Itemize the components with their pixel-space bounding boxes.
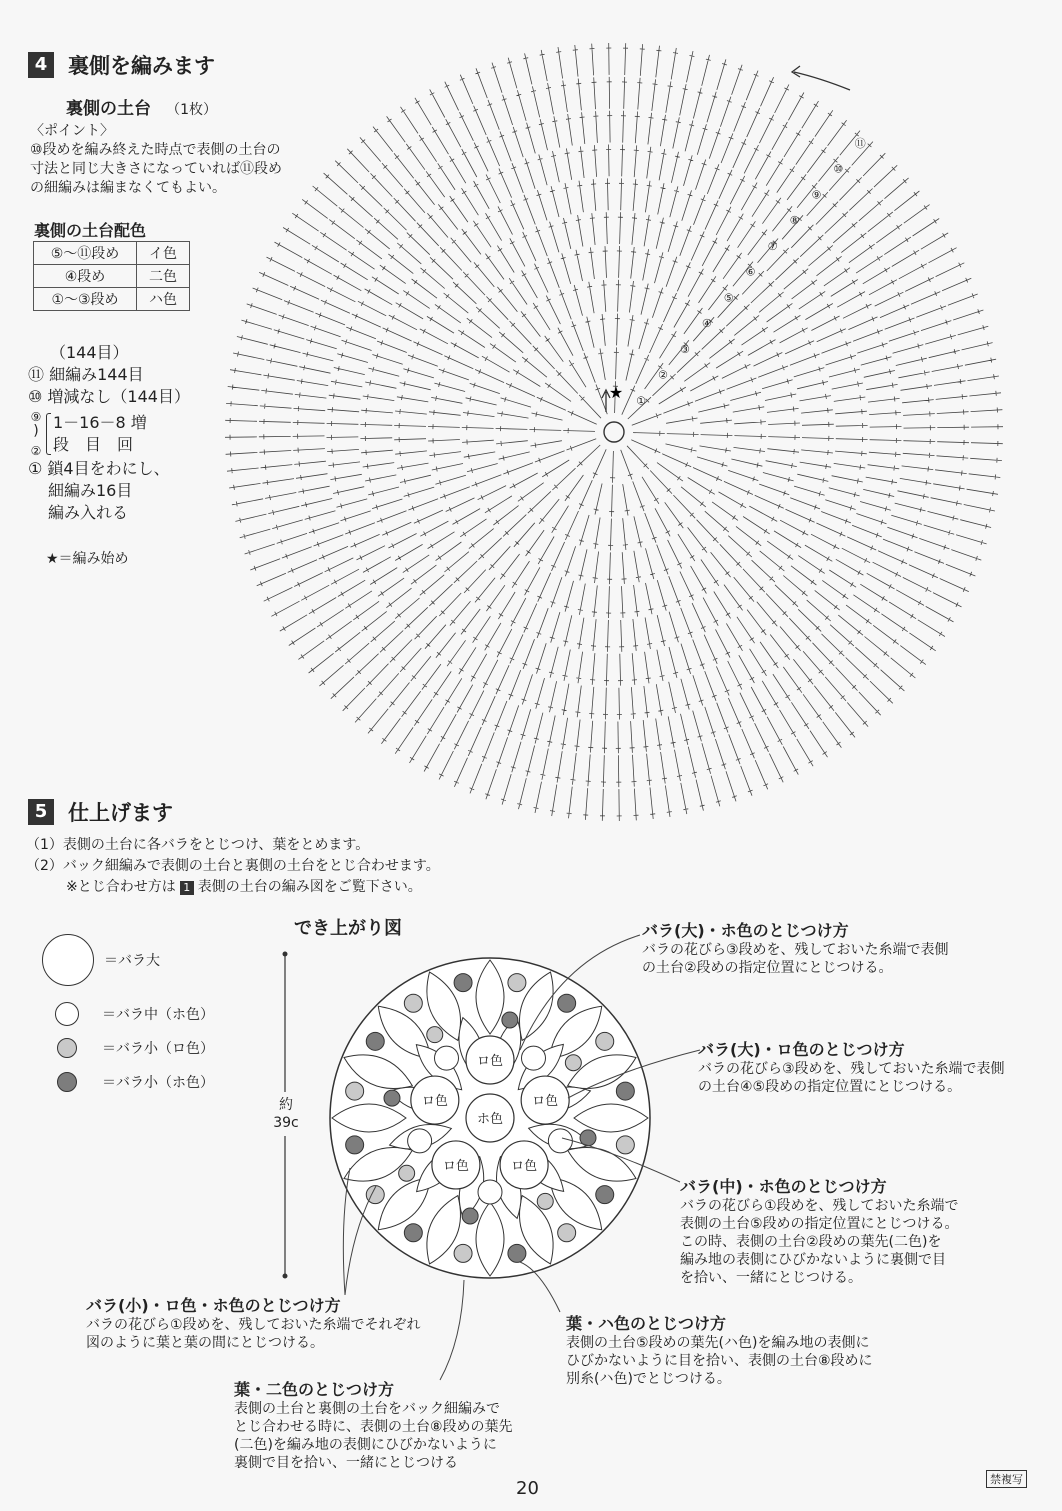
small-rose <box>537 1193 553 1209</box>
annotation-line: とじ合わせる時に、表側の土台⑧段めの葉先 <box>234 1419 513 1435</box>
color-cell: イ色 <box>137 242 190 265</box>
rows-cell: ④段め <box>34 265 137 288</box>
rose-label: ホ色 <box>476 1112 504 1127</box>
finished-diagram <box>320 950 660 1290</box>
table-row <box>34 288 190 311</box>
annotation-line: バラの花びら③段めを、残しておいた糸端で表側 <box>642 942 949 958</box>
medium-rose <box>548 1129 572 1153</box>
color-table <box>33 241 190 311</box>
rows-cell: ①～③段め <box>34 288 137 311</box>
small-rose <box>502 1012 518 1028</box>
round-label: ④ <box>701 317 712 330</box>
small-rose <box>558 994 576 1012</box>
note-r1c: 編み入れる <box>48 503 129 522</box>
round-label: ⑪ <box>854 136 866 150</box>
bracket <box>46 413 51 455</box>
annotation-leaf-ni <box>234 1377 554 1472</box>
medium-rose <box>435 1046 459 1070</box>
round-label: ⑦ <box>767 239 778 253</box>
stitch-path <box>225 43 1003 821</box>
point-line: 寸法と同じ大きさになっていれば⑪段め <box>30 161 282 177</box>
annotation-line: を拾い、一緒にとじつける。 <box>680 1270 862 1286</box>
annotation-line: ひびかないように目を拾い、表側の土台⑧段めに <box>566 1353 873 1369</box>
point-line: の細編みは編まなくてもよい。 <box>30 180 226 196</box>
note-r2: ② <box>30 444 42 458</box>
stitch-symbols <box>225 43 1003 821</box>
small-rose <box>384 1090 400 1106</box>
rose-label: ロ色 <box>511 1158 538 1174</box>
crochet-chart <box>210 20 1030 840</box>
note-inc1: 1－16－8 増 <box>53 413 147 432</box>
medium-rose <box>408 1129 432 1153</box>
point-label: 〈ポイント〉 <box>30 123 114 139</box>
small-rose <box>346 1136 364 1154</box>
finished-title: でき上がり図 <box>294 918 402 939</box>
start-star-icon: ★ <box>608 383 624 402</box>
annotation-title: バラ(大)・ロ色のとじつけ方 <box>698 1040 905 1059</box>
point-line: ⑩段めを編み終えた時点で表側の土台の <box>30 142 281 158</box>
round-label: ② <box>657 368 668 382</box>
small-rose <box>580 1130 596 1146</box>
legend-item: ＝バラ大 <box>42 932 214 988</box>
small-rose <box>454 1244 472 1262</box>
round-label: ⑩ <box>833 162 844 176</box>
annotation-leaf-ha <box>566 1311 926 1388</box>
medium-rose-icon <box>55 1002 79 1026</box>
annotation-line: バラの花びら③段めを、残しておいた糸端で表側 <box>698 1061 1005 1077</box>
annotation-medium-ho <box>680 1174 1040 1287</box>
annotation-large-ho <box>642 918 1042 977</box>
annotation-title: バラ(大)・ホ色のとじつけ方 <box>642 921 849 940</box>
note-r9: ⑨ <box>30 410 42 424</box>
ref-badge: 1 <box>180 881 194 895</box>
section5-number: 5 <box>28 799 54 825</box>
note-r10: ⑩ 増減なし（144目） <box>28 387 190 406</box>
annotation-line: バラの花びら①段めを、残しておいた糸端でそれぞれ <box>86 1317 421 1333</box>
annotation-large-ro <box>698 1037 1048 1096</box>
rose-label: ロ色 <box>476 1054 504 1069</box>
annotation-line: の土台④⑤段めの指定位置にとじつける。 <box>698 1079 962 1095</box>
annotation-line: 別糸(ハ色)でとじつける。 <box>566 1371 731 1387</box>
small-rose <box>366 1186 384 1204</box>
round-label: ⑨ <box>811 188 822 202</box>
section4-subtitle-count: （1枚） <box>166 102 218 118</box>
note-r1b: 細編み16目 <box>48 481 133 500</box>
small-rose <box>558 1224 576 1242</box>
magic-ring <box>604 422 624 442</box>
small-rose <box>404 994 422 1012</box>
page-number: 20 <box>516 1478 539 1499</box>
annotation-small <box>86 1293 466 1352</box>
annotation-line: 編み地の表側にひびかないように裏側で目 <box>680 1252 946 1268</box>
section5-steps <box>26 835 440 898</box>
annotation-title: 葉・ハ色のとじつけ方 <box>566 1314 727 1333</box>
table-row <box>34 242 190 265</box>
small-rose <box>427 1027 443 1043</box>
round-label: ⑤ <box>723 291 734 305</box>
small-rose <box>399 1165 415 1181</box>
section4-title: 裏側を編みます <box>68 54 215 78</box>
annotation-line: 図のように葉と葉の間にとじつける。 <box>86 1335 324 1351</box>
small-rose <box>565 1055 581 1071</box>
color-table-wrap <box>33 241 190 311</box>
medium-rose <box>521 1046 545 1070</box>
annotation-title: バラ(小)・ロ色・ホ色のとじつけ方 <box>86 1296 341 1315</box>
note-inc2: 段 目 回 <box>53 435 134 454</box>
small-rose <box>404 1224 422 1242</box>
step-1: （1）表側の土台に各バラをとじつけ、葉をとめます。 <box>26 837 370 853</box>
rose-label: ロ色 <box>442 1158 469 1174</box>
copy-prohibited-badge: 禁複写 <box>986 1470 1027 1488</box>
star-note: ★＝編み始め <box>46 551 129 567</box>
step-2: （2）バック細編みで表側の土台と裏側の土台をとじ合わせます。 <box>26 858 440 874</box>
section4-header <box>28 50 215 80</box>
note-increase-block: ⑨ ) ② 1－16－8 増 段 目 回 <box>30 410 147 458</box>
legend-item: ＝バラ小（ロ色） <box>42 1034 214 1062</box>
small-rose-ho-icon <box>57 1072 77 1092</box>
annotation-line: の土台②段めの指定位置にとじつける。 <box>642 960 893 976</box>
annotation-line: バラの花びら①段めを、残しておいた糸端で <box>680 1198 959 1214</box>
small-rose <box>454 974 472 992</box>
annotation-line: 表側の土台⑤段めの指定位置にとじつける。 <box>680 1216 959 1232</box>
legend-item: ＝バラ中（ホ色） <box>42 1000 214 1028</box>
rose-label: ロ色 <box>532 1094 559 1110</box>
table-row <box>34 265 190 288</box>
small-rose <box>616 1082 634 1100</box>
small-rose <box>616 1136 634 1154</box>
color-cell: 二色 <box>137 265 190 288</box>
small-rose <box>462 1208 478 1224</box>
small-rose <box>596 1186 614 1204</box>
color-cell: ハ色 <box>137 288 190 311</box>
note-r1a: ① 鎖4目をわにし、 <box>28 459 170 478</box>
annotation-line: 裏側で目を拾い、一緒にとじつける <box>234 1455 458 1471</box>
medium-rose <box>478 1180 502 1204</box>
large-rose-icon <box>42 934 94 986</box>
section5-title: 仕上げます <box>68 801 173 825</box>
section4-subtitle-row <box>66 94 217 119</box>
step-2-note: ※とじ合わせ方は 1 表側の土台の編み図をご覧下さい。 <box>66 879 422 895</box>
round-number-labels <box>636 137 866 408</box>
color-table-title: 裏側の土台配色 <box>34 221 147 240</box>
annotation-line: この時、表側の土台②段めの葉先(二色)を <box>680 1234 942 1250</box>
section4-number: 4 <box>28 52 54 78</box>
round-label: ⑥ <box>745 265 756 279</box>
annotation-title: バラ(中)・ホ色のとじつけ方 <box>680 1177 887 1196</box>
annotation-line: (二色)を編み地の表側にひびかないように <box>234 1437 497 1453</box>
round-label: ⑧ <box>789 214 800 227</box>
note-r11: ⑪ 細編み144目 <box>28 365 144 384</box>
small-rose <box>596 1032 614 1050</box>
small-rose <box>366 1032 384 1050</box>
direction-arrow-icon <box>792 66 850 90</box>
small-rose <box>346 1082 364 1100</box>
round-label: ① <box>636 394 646 408</box>
section4-subtitle: 裏側の土台 <box>66 99 151 119</box>
annotation-line: 表側の土台⑤段めの葉先(ハ色)を編み地の表側に <box>566 1335 870 1351</box>
round-label: ③ <box>679 342 690 356</box>
small-rose-ro-icon <box>57 1038 77 1058</box>
size-label: 約 39c <box>266 1096 306 1132</box>
section5-header <box>28 797 173 827</box>
rose-label: ロ色 <box>421 1094 448 1110</box>
note-total: （144目） <box>50 343 129 362</box>
small-rose <box>508 1244 526 1262</box>
small-rose <box>508 974 526 992</box>
rows-cell: ⑤～⑪段め <box>34 242 137 265</box>
annotation-title: 葉・二色のとじつけ方 <box>234 1380 395 1399</box>
round-notes <box>28 342 228 524</box>
legend <box>42 932 214 1096</box>
annotation-line: 表側の土台と裏側の土台をバック細編みで <box>234 1401 500 1417</box>
legend-item: ＝バラ小（ホ色） <box>42 1068 214 1096</box>
